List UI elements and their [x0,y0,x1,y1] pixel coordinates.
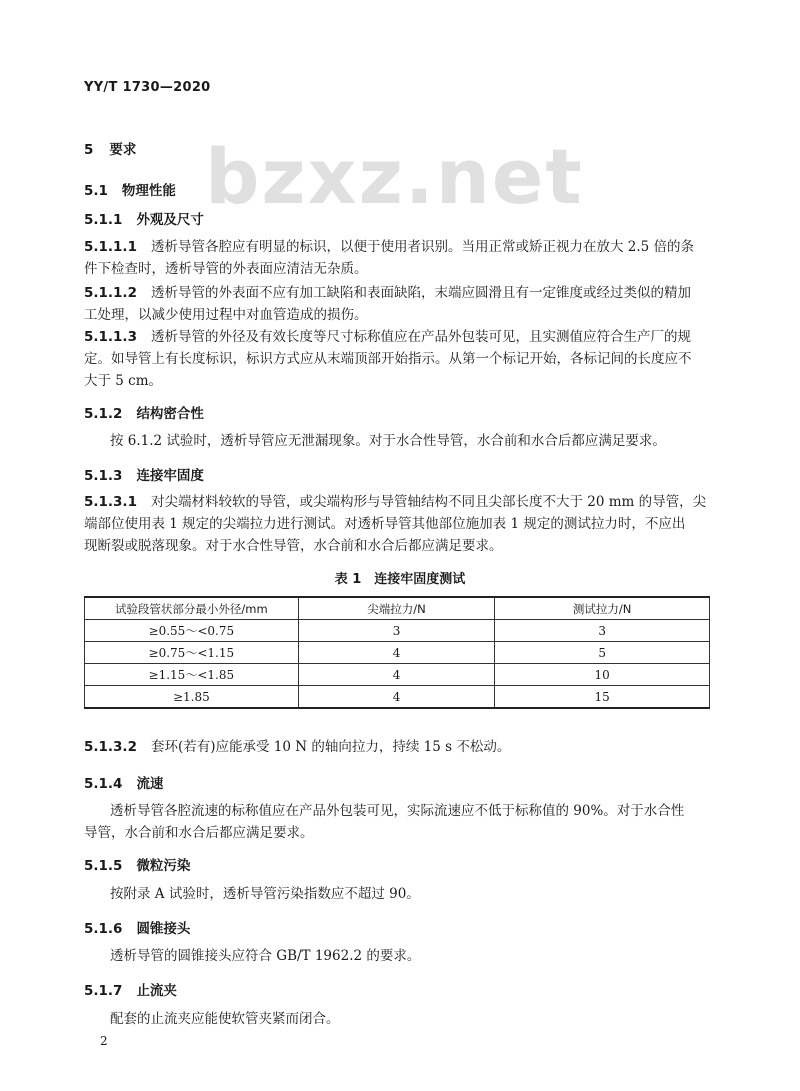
section-number: 5.1 [84,183,108,199]
section-number: 5.1.4 [84,776,123,792]
clause-5-1-1-2 [84,282,691,326]
table-cell: ≥1.15～<1.85 [85,664,299,686]
table-row [85,686,710,709]
table-row [85,620,710,642]
page-number: 2 [100,1034,108,1048]
section-number: 5.1.3 [84,468,123,484]
section-title: 结构密合性 [136,406,204,422]
clause-text: 端部位使用表 1 规定的尖端拉力进行测试。对透析导管其他部位施加表 1 规定的测试拉力时，不应出 [84,516,686,532]
clause-text: 透析导管的外径及有效长度等尺寸标称值应在产品外包装可见，且实测值应符合生产厂的规 [150,329,691,345]
connection-strength-table [84,596,710,709]
clause-text: 定。如导管上有长度标识，标识方式应从末端顶部开始指示。从第一个标记开始，各标记间的长度应不 [84,351,692,367]
clause-text: 透析导管各腔应有明显的标识，以便于使用者识别。当用正常或矫正视力在放大 2.5 倍的条 [150,239,695,255]
column-header: 测试拉力/N [495,597,710,620]
clause-5-1-1-1 [84,236,694,280]
section-5-1-1-heading [84,208,204,228]
table-cell: 5 [495,642,710,664]
table-cell: 3 [298,620,495,642]
table-cell: 15 [495,686,710,709]
clause-number: 5.1.1.3 [84,329,137,345]
section-5-1-2-heading [84,402,204,422]
clause-text: 套环(若有)应能承受 10 N 的轴向拉力，持续 15 s 不松动。 [150,739,511,755]
table-caption: 表 1 连接牢固度测试 [334,572,466,587]
section-title: 止流夹 [136,983,177,999]
section-5-heading [84,138,136,158]
section-title: 要求 [109,142,137,158]
section-5-1-4-heading [84,772,163,792]
section-5-1-heading [84,179,176,199]
clause-text: 对尖端材料较软的导管，或尖端构形与导管轴结构不同且尖部长度不大于 20 mm 的导管，尖 [150,494,707,510]
clause-5-1-3-2 [84,736,510,758]
watermark: bzxz.net [205,132,584,221]
clause-text: 大于 5 cm。 [84,373,163,389]
section-5-1-5-heading [84,854,190,874]
clause-5-1-2-text: 按 6.1.2 试验时，透析导管应无泄漏现象。对于水合性导管，水合前和水合后都应满足要求。 [110,433,666,449]
table-cell: 4 [298,642,495,664]
clause-text: 导管，水合前和水合后都应满足要求。 [84,825,314,841]
table-row [85,642,710,664]
section-number: 5.1.5 [84,858,123,874]
section-5-1-3-heading [84,464,204,484]
section-number: 5.1.2 [84,406,123,422]
clause-5-1-5-text: 按附录 A 试验时，透析导管污染指数应不超过 90。 [110,886,420,902]
section-number: 5 [84,142,94,158]
section-title: 物理性能 [121,183,176,199]
section-title: 流速 [136,776,164,792]
table-cell: 4 [298,686,495,709]
section-title: 圆锥接头 [136,921,191,937]
section-number: 5.1.6 [84,921,123,937]
column-header: 试验段管状部分最小外径/mm [85,597,299,620]
clause-text: 透析导管各腔流速的标称值应在产品外包装可见，实际流速应不低于标称值的 90%。对于水合性 [110,803,685,819]
clause-text: 现断裂或脱落现象。对于水合性导管，水合前和水合后都应满足要求。 [84,538,503,554]
clause-number: 5.1.3.2 [84,739,137,755]
table-cell: ≥0.75～<1.15 [85,642,299,664]
table-cell: ≥1.85 [85,686,299,709]
section-5-1-6-heading [84,917,190,937]
table-cell: ≥0.55～<0.75 [85,620,299,642]
table-cell: 10 [495,664,710,686]
clause-text: 工处理，以减少使用过程中对血管造成的损伤。 [84,307,368,323]
clause-5-1-6-text: 透析导管的圆锥接头应符合 GB/T 1962.2 的要求。 [110,948,421,964]
clause-5-1-1-3 [84,326,692,392]
section-title: 微粒污染 [136,858,191,874]
table-cell: 4 [298,664,495,686]
clause-number: 5.1.1.2 [84,285,137,301]
clause-text: 件下检查时，透析导管的外表面应清洁无杂质。 [84,261,368,277]
table-header-row [85,597,710,620]
section-title: 外观及尺寸 [136,212,204,228]
table-cell: 3 [495,620,710,642]
column-header: 尖端拉力/N [298,597,495,620]
clause-number: 5.1.3.1 [84,494,137,510]
standard-number: YY/T 1730—2020 [84,80,211,95]
table-row [85,664,710,686]
clause-5-1-3-1 [84,491,706,557]
section-number: 5.1.1 [84,212,123,228]
clause-5-1-7-text: 配套的止流夹应能使软管夹紧而闭合。 [110,1011,340,1027]
section-title: 连接牢固度 [136,468,204,484]
section-number: 5.1.7 [84,983,123,999]
clause-text: 透析导管的外表面不应有加工缺陷和表面缺陷，末端应圆滑且有一定锥度或经过类似的精加 [150,285,691,301]
clause-number: 5.1.1.1 [84,239,137,255]
section-5-1-7-heading [84,979,177,999]
clause-5-1-4-text [84,800,684,844]
